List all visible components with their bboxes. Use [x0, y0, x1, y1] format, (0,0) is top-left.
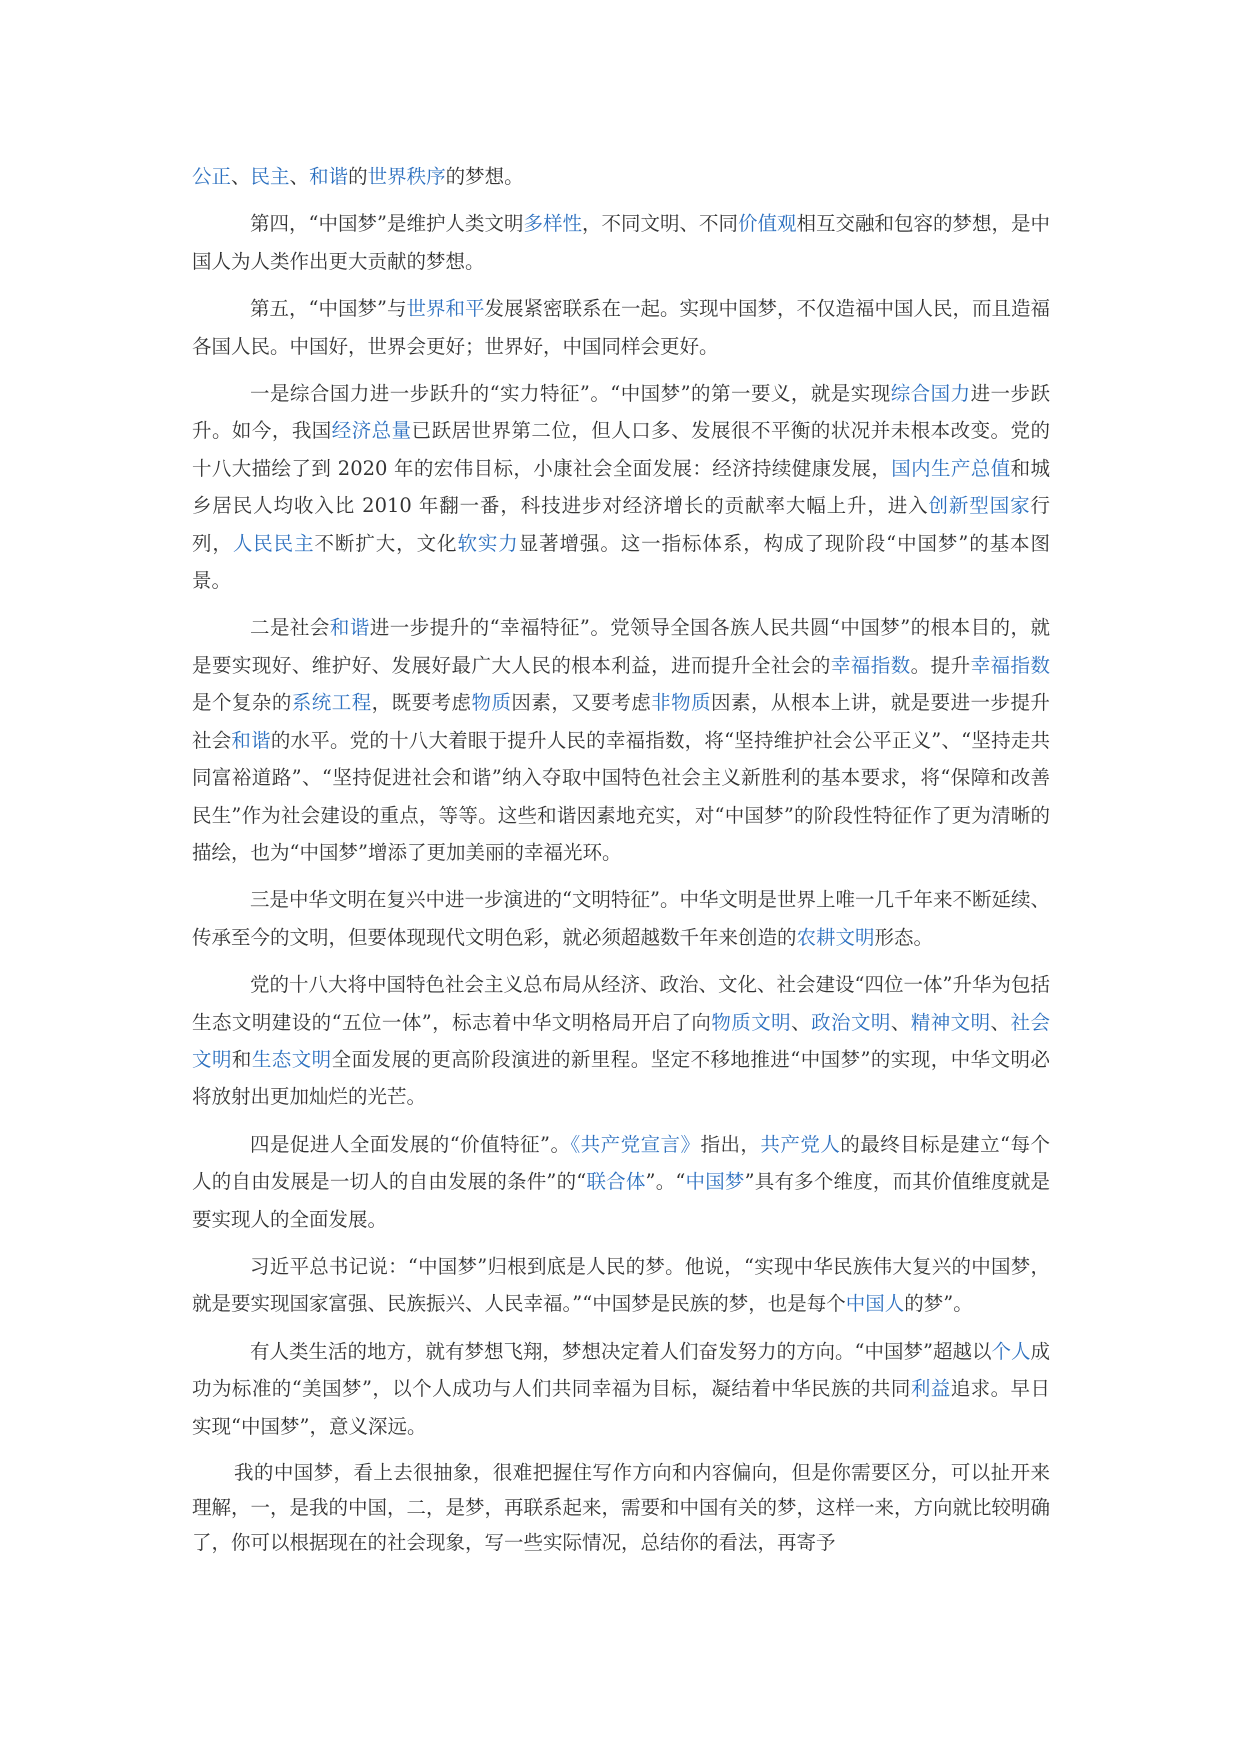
paragraph: [192, 966, 1050, 1116]
text-run: 一是综合国力进一步跃升的“实力特征”。“中国梦”的第一要义，就是实现: [250, 382, 891, 406]
text-run: 二是社会: [250, 616, 330, 640]
text-run: 、: [890, 1010, 911, 1034]
paragraph: [192, 1333, 1050, 1445]
text-run: 习近平总书记说：“中国梦”归根到底是人民的梦。他说，“实现中华民族伟大复兴的中国梦，就是要实现国家富强、民族振兴、人民幸福。”“中国梦是民族的梦，也是每个: [192, 1254, 1050, 1316]
text-run: 和城乡居民人均收入比 2010 年翻一番，科技进步对经济增长的贡献率大幅上升，进入: [192, 456, 1050, 518]
text-run: ”。“: [645, 1170, 686, 1194]
text-run: 的水平。党的十八大着眼于提升人民的幸福指数，将“坚持维护社会公平正义”、“坚持走共同富裕道路”、“坚持促进社会和谐”纳入夺取中国特色社会主义新胜利的基本要求，将“保障和改善民生”作为社会建设的重点，等等。这些和谐因素地充实，对“中国梦”的阶段性特征作了更为清晰的描绘，也为“中国梦”增添了更加美丽的幸福光环。: [192, 728, 1050, 864]
text-run: 四是促进人全面发展的“价值特征”。: [250, 1132, 571, 1156]
paragraph: [192, 1455, 1050, 1560]
hyperlink[interactable]: 民主: [250, 165, 290, 188]
text-run: 。提升: [910, 653, 971, 677]
text-run: 、: [990, 1010, 1011, 1034]
text-run: 已跃居世界第二位，但人口多、发展很不平衡的状况并未根本改变。党的十八大描绘了到 2020 年的宏伟目标，小康社会全面发展：经济持续健康发展，: [192, 419, 1050, 480]
hyperlink[interactable]: 创新型国家: [928, 494, 1031, 518]
paragraph: [192, 1126, 1050, 1238]
hyperlink[interactable]: 农耕文明: [796, 925, 875, 949]
text-run: 形态。: [874, 925, 934, 949]
hyperlink[interactable]: 个人: [991, 1339, 1031, 1363]
text-run: 因素，又要考虑: [511, 691, 652, 715]
hyperlink[interactable]: 幸福指数: [830, 653, 911, 677]
text-run: 是个复杂的: [192, 691, 292, 715]
text-run: 和: [231, 1047, 252, 1071]
hyperlink[interactable]: 物质文明: [711, 1010, 792, 1034]
text-run: 三是中华文明在复兴中进一步演进的“文明特征”。中华文明是世界上唯一几千年来不断延续、传承至今的文明，但要体现现代文明色彩，就必须超越数千年来创造的: [192, 888, 1050, 949]
hyperlink[interactable]: 系统工程: [291, 691, 372, 715]
hyperlink[interactable]: 共产党人: [760, 1132, 841, 1156]
text-run: 因素，从根本上讲，就是要进一步提升社会: [192, 691, 1050, 752]
paragraph: [192, 205, 1050, 280]
text-run: ，不同文明、不同: [581, 212, 738, 236]
hyperlink[interactable]: 和谐: [231, 728, 271, 752]
text-run: 成功为标准的“美国梦”，以个人成功与人们共同幸福为目标，凝结着中华民族的共同: [192, 1339, 1050, 1401]
text-run: 第五，“中国梦”与: [250, 297, 407, 321]
hyperlink[interactable]: 和谐: [329, 616, 370, 640]
hyperlink[interactable]: 公正: [192, 165, 232, 188]
hyperlink[interactable]: 国内生产总值: [891, 456, 1011, 480]
text-run: 指出，: [700, 1132, 761, 1156]
paragraph: [192, 609, 1050, 871]
hyperlink[interactable]: 价值观: [737, 212, 797, 236]
text-run: 、: [791, 1010, 812, 1034]
text-run: 追求。早日实现“中国梦”，意义深远。: [192, 1377, 1050, 1438]
text-run: 我的中国梦，看上去很抽象，很难把握住写作方向和内容偏向，但是你需要区分，可以扯开来理解，一，是我的中国，二，是梦，再联系起来，需要和中国有关的梦，这样一来，方向就比较明确了，你可以根据现在的社会现象，写一些实际情况，总结你的看法，再寄予: [192, 1461, 1051, 1554]
hyperlink[interactable]: 世界和平: [406, 297, 485, 321]
hyperlink[interactable]: 中国人: [845, 1292, 905, 1316]
text-run: 、: [231, 165, 251, 188]
text-run: 发展紧密联系在一起。实现中国梦，不仅造福中国人民，而且造福各国人民。中国好，世界会更好；世界好，中国同样会更好。: [192, 297, 1050, 358]
document-page: [192, 158, 1050, 1570]
text-run: 相互交融和包容的梦想，是中国人为人类作出更大贡献的梦想。: [192, 212, 1051, 273]
text-run: 显著增强。这一指标体系，构成了现阶段“中国梦”的基本图景。: [192, 531, 1050, 593]
hyperlink[interactable]: 利益: [910, 1377, 951, 1401]
text-run: 的: [348, 165, 368, 188]
hyperlink[interactable]: 社会文明: [192, 1010, 1050, 1071]
hyperlink[interactable]: 物质: [471, 691, 512, 715]
hyperlink[interactable]: 幸福指数: [970, 653, 1050, 677]
text-run: ”具有多个维度，而其价值维度就是要实现人的全面发展。: [192, 1170, 1050, 1231]
paragraph: [192, 375, 1050, 599]
paragraph: [192, 290, 1050, 365]
hyperlink[interactable]: 世界秩序: [367, 165, 446, 188]
hyperlink[interactable]: 经济总量: [331, 419, 412, 443]
hyperlink[interactable]: 软实力: [457, 531, 519, 555]
text-run: 行列，: [192, 494, 1050, 555]
text-run: 党的十八大将中国特色社会主义总布局从经济、政治、文化、社会建设“四位一体”升华为包括生态文明建设的“五位一体”，标志着中华文明格局开启了向: [192, 973, 1050, 1034]
paragraph: [192, 881, 1050, 956]
hyperlink[interactable]: 联合体: [586, 1170, 646, 1194]
hyperlink[interactable]: 人民民主: [232, 531, 315, 555]
hyperlink[interactable]: 和谐: [309, 165, 349, 188]
hyperlink[interactable]: 精神文明: [910, 1010, 991, 1034]
text-run: 不断扩大，文化: [314, 531, 458, 555]
hyperlink[interactable]: 生态文明: [251, 1047, 332, 1071]
text-run: 、: [289, 165, 310, 188]
hyperlink[interactable]: 《共产党宣言》: [570, 1132, 701, 1156]
text-run: 的最终目标是建立“每个人的自由发展是一切人的自由发展的条件”的“: [192, 1132, 1050, 1194]
text-run: 进一步提升的“幸福特征”。党领导全国各族人民共圆“中国梦”的根本目的，就是要实现好、维护好、发展好最广大人民的根本利益，进而提升全社会的: [192, 616, 1050, 677]
hyperlink[interactable]: 政治文明: [811, 1010, 891, 1034]
paragraph: [192, 158, 1050, 195]
hyperlink[interactable]: 多样性: [523, 212, 582, 236]
text-run: 的梦”。: [904, 1292, 973, 1316]
text-run: 的梦想。: [445, 165, 524, 188]
text-run: 全面发展的更高阶段演进的新里程。坚定不移地推进“中国梦”的实现，中华文明必将放射出更加灿烂的光芒。: [192, 1047, 1050, 1109]
hyperlink[interactable]: 综合国力: [890, 382, 971, 406]
text-run: ，既要考虑: [371, 691, 472, 715]
hyperlink[interactable]: 中国梦: [685, 1170, 745, 1194]
text-run: 有人类生活的地方，就有梦想飞翔，梦想决定着人们奋发努力的方向。“中国梦”超越以: [250, 1339, 992, 1363]
text-run: 进一步跃升。如今，我国: [192, 382, 1050, 443]
paragraph: [192, 1248, 1050, 1323]
hyperlink[interactable]: 非物质: [651, 691, 712, 715]
text-run: 第四，“中国梦”是维护人类文明: [250, 212, 524, 236]
